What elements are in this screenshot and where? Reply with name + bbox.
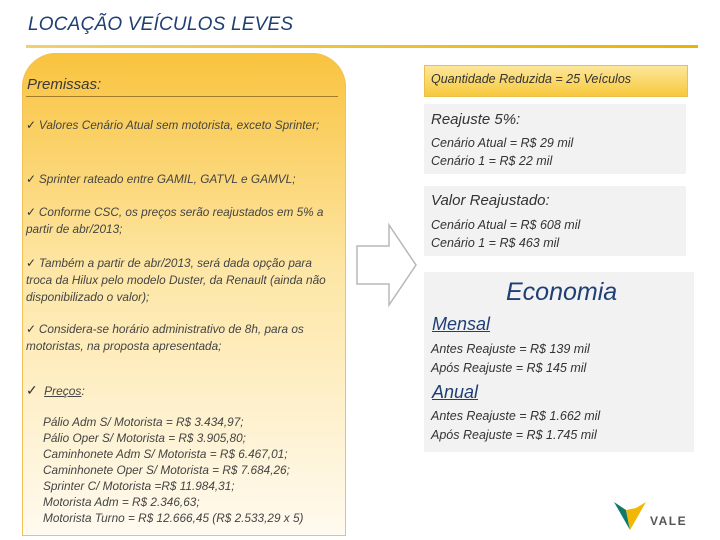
premissa-item: ✓ Valores Cenário Atual sem motorista, exceto Sprinter; — [26, 118, 320, 132]
premissas-divider — [26, 96, 338, 97]
check-icon: ✓ — [26, 118, 36, 132]
valor-atual: Cenário Atual = R$ 608 mil — [431, 218, 581, 232]
price-item: Pálio Adm S/ Motorista = R$ 3.434,97; — [43, 415, 244, 429]
check-icon: ✓ — [26, 205, 36, 219]
valor-title: Valor Reajustado: — [431, 192, 550, 209]
price-item: Caminhonete Adm S/ Motorista = R$ 6.467,01; — [43, 447, 288, 461]
page-title: LOCAÇÃO VEÍCULOS LEVES — [28, 14, 294, 35]
reajuste-title: Reajuste 5%: — [431, 111, 521, 128]
check-icon: ✓ — [26, 322, 36, 336]
quantidade-text: Quantidade Reduzida = 25 Veículos — [431, 72, 632, 86]
price-item: Caminhonete Oper S/ Motorista = R$ 7.684,26; — [43, 463, 290, 477]
price-list — [43, 414, 303, 526]
vale-logo-text: VALE — [650, 514, 688, 528]
reajuste-cenario1: Cenário 1 = R$ 22 mil — [431, 154, 553, 168]
premissa-item: ✓ Conforme CSC, os preços serão reajustados em 5% a partir de abr/2013; — [26, 205, 324, 236]
anual-title: Anual — [432, 382, 479, 402]
mensal-apos: Após Reajuste = R$ 145 mil — [431, 361, 587, 375]
arrow-right-icon — [355, 222, 419, 308]
economia-title: Economia — [506, 278, 618, 306]
premissas-title: Premissas: — [27, 76, 102, 93]
vale-logo-icon — [612, 498, 648, 532]
price-item: Sprinter C/ Motorista =R$ 11.984,31; — [43, 479, 235, 493]
mensal-antes: Antes Reajuste = R$ 139 mil — [431, 342, 590, 356]
price-item: Motorista Adm = R$ 2.346,63; — [43, 495, 200, 509]
premissa-item: ✓ Considera-se horário administrativo de 8h, para os motoristas, na proposta apresentada; — [26, 322, 304, 353]
anual-apos: Após Reajuste = R$ 1.745 mil — [431, 428, 597, 442]
price-item: Pálio Oper S/ Motorista = R$ 3.905,80; — [43, 431, 246, 445]
mensal-title: Mensal — [432, 314, 491, 334]
price-item: Motorista Turno = R$ 12.666,45 (R$ 2.533,29 x 5) — [43, 511, 304, 525]
valor-cenario1: Cenário 1 = R$ 463 mil — [431, 236, 560, 250]
reajuste-atual: Cenário Atual = R$ 29 mil — [431, 136, 574, 150]
premissa-item: ✓ Sprinter rateado entre GAMIL, GATVL e GAMVL; — [26, 172, 296, 186]
check-icon: ✓ — [26, 382, 38, 398]
anual-antes: Antes Reajuste = R$ 1.662 mil — [431, 409, 601, 423]
premissa-item: ✓ Também a partir de abr/2013, será dada opção para troca da Hilux pelo modelo Duster, da Renault (ainda não disponibilizado o valor); — [26, 256, 326, 304]
check-icon: ✓ — [26, 172, 36, 186]
title-underline — [26, 45, 698, 48]
precos-heading: ✓ Preços: — [26, 382, 85, 398]
check-icon: ✓ — [26, 256, 36, 270]
